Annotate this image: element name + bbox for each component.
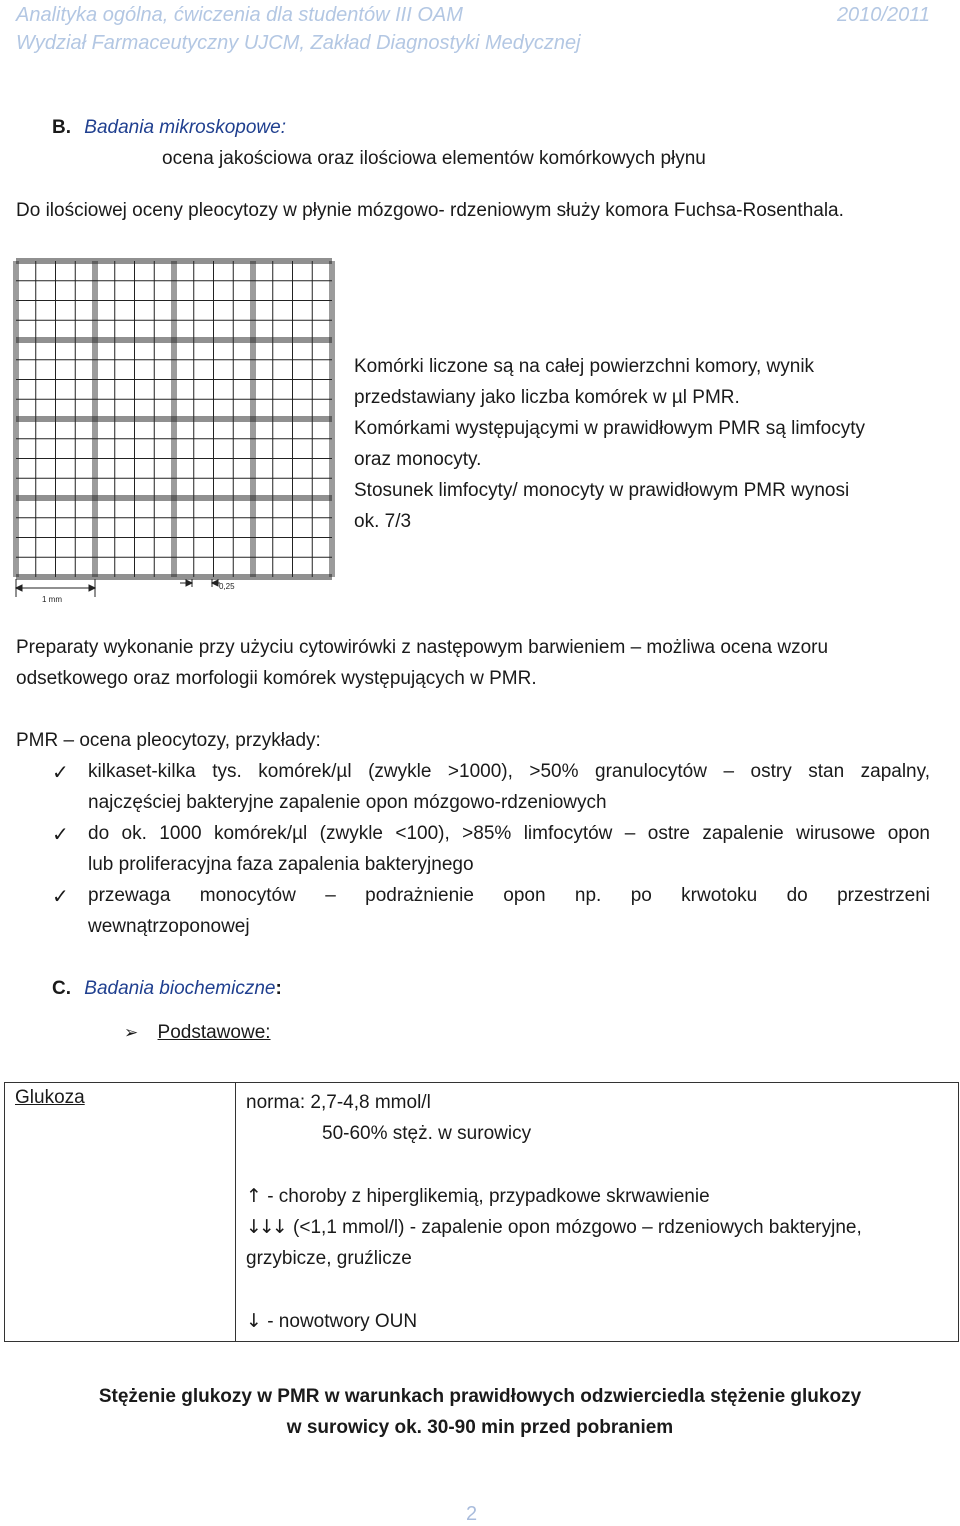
section-b-letter: B. bbox=[52, 117, 71, 138]
arrow-bullet-icon: ➢ bbox=[124, 1023, 139, 1043]
figure-text-line: przedstawiany jako liczba komórek w µl PMR. bbox=[354, 387, 740, 408]
checklist-item-line2: lub proliferacyjna faza zapalenia bakteryjnego bbox=[88, 854, 474, 875]
figure-text-line: Komórki liczone są na całej powierzchni komory, wynik bbox=[354, 356, 815, 377]
conclusion-line: w surowicy ok. 30-90 min przed pobraniem bbox=[286, 1417, 674, 1438]
checkmark-icon: ✓ bbox=[52, 760, 69, 784]
scale-left-label: 1 mm bbox=[42, 595, 62, 604]
chamber-grid-figure bbox=[12, 257, 336, 605]
preparaty-line: odsetkowego oraz morfologii komórek występujących w PMR. bbox=[16, 668, 537, 689]
increase-line bbox=[246, 1181, 948, 1212]
section-c-title: Badania biochemiczne bbox=[84, 978, 276, 999]
table-label-cell bbox=[5, 1083, 236, 1342]
checklist-item-line2: wewnątrzoponowej bbox=[88, 916, 250, 937]
intro-text: Do ilościowej oceny pleocytozy w płynie mózgowo- rdzeniowym służy komora Fuchsa-Rosenthala. bbox=[16, 200, 844, 221]
figure-description bbox=[354, 351, 865, 537]
checklist-item-line2: najczęściej bakteryjne zapalenie opon mózgowo-rdzeniowych bbox=[88, 792, 607, 813]
figure-text-line: oraz monocyty. bbox=[354, 449, 482, 470]
arrow-up-icon: ↑ bbox=[246, 1185, 262, 1207]
header-subtitle: Wydział Farmaceutyczny UJCM, Zakład Diagnostyki Medycznej bbox=[16, 32, 581, 54]
figure-text-line: Komórkami występującymi w prawidłowym PMR są limfocyty bbox=[354, 418, 865, 439]
checkmark-icon: ✓ bbox=[52, 884, 69, 908]
checklist-item bbox=[52, 822, 932, 884]
glucose-table bbox=[4, 1082, 959, 1342]
figure-text-line: ok. 7/3 bbox=[354, 511, 412, 532]
section-c-colon: : bbox=[275, 978, 282, 999]
triple-arrow-down-icon: ↓↓↓ bbox=[246, 1216, 285, 1238]
section-b-title: Badania mikroskopowe: bbox=[84, 117, 286, 138]
table-content-cell bbox=[236, 1083, 959, 1342]
conclusion-line: Stężenie glukozy w PMR w warunkach prawidłowych odzwierciedla stężenie glukozy bbox=[98, 1386, 862, 1407]
section-b-subtitle: ocena jakościowa oraz ilościowa elementów komórkowych płynu bbox=[162, 148, 706, 169]
checklist-item-line1: przewaga monocytów – podrażnienie opon np. po krwotoku do przestrzeni bbox=[88, 885, 930, 906]
section-c-letter: C. bbox=[52, 978, 71, 999]
section-b-heading bbox=[52, 117, 286, 139]
checklist-item bbox=[52, 760, 932, 822]
podstawowe-label: Podstawowe: bbox=[157, 1022, 271, 1043]
checklist-item-line1: do ok. 1000 komórek/µl (zwykle <100), >85% limfocytów – ostre zapalenie wirusowe opon bbox=[88, 823, 930, 844]
decrease3-line bbox=[246, 1212, 948, 1243]
decrease-text: - nowotwory OUN bbox=[261, 1311, 418, 1332]
checklist bbox=[52, 760, 932, 946]
header-title: Analityka ogólna, ćwiczenia dla studentów III OAM bbox=[16, 4, 463, 26]
norma-line: norma: 2,7-4,8 mmol/l bbox=[246, 1092, 431, 1113]
increase-text: - choroby z hiperglikemią, przypadkowe skrwawienie bbox=[261, 1186, 710, 1207]
checkmark-icon: ✓ bbox=[52, 822, 69, 846]
scale-right-label: 0,25 bbox=[219, 582, 235, 591]
page-number: 2 bbox=[466, 1503, 478, 1525]
preparaty-line: Preparaty wykonanie przy użyciu cytowirówki z następowym barwieniem – możliwa ocena wzoru bbox=[16, 637, 829, 658]
section-c-heading bbox=[52, 978, 282, 1000]
decrease-line bbox=[246, 1306, 948, 1337]
glucose-label: Glukoza bbox=[15, 1087, 85, 1108]
preparaty-paragraph bbox=[16, 632, 828, 694]
podstawowe-heading bbox=[124, 1022, 271, 1044]
figure-text-line: Stosunek limfocyty/ monocyty w prawidłowym PMR wynosi bbox=[354, 480, 850, 501]
pmr-heading: PMR – ocena pleocytozy, przykłady: bbox=[16, 730, 321, 751]
header-year: 2010/2011 bbox=[836, 4, 930, 26]
chamber-grid bbox=[14, 259, 334, 579]
checklist-item bbox=[52, 884, 932, 946]
arrow-down-icon: ↓ bbox=[246, 1310, 262, 1332]
checklist-item-line1: kilkaset-kilka tys. komórek/µl (zwykle >1000), >50% granulocytów – ostry stan zapalny, bbox=[88, 761, 930, 782]
decrease3-line2: grzybicze, gruźlicze bbox=[246, 1248, 412, 1269]
ratio-line: 50-60% stęż. w surowicy bbox=[322, 1123, 532, 1144]
decrease3-text: (<1,1 mmol/l) - zapalenie opon mózgowo – rdzeniowych bakteryjne, bbox=[287, 1217, 862, 1238]
